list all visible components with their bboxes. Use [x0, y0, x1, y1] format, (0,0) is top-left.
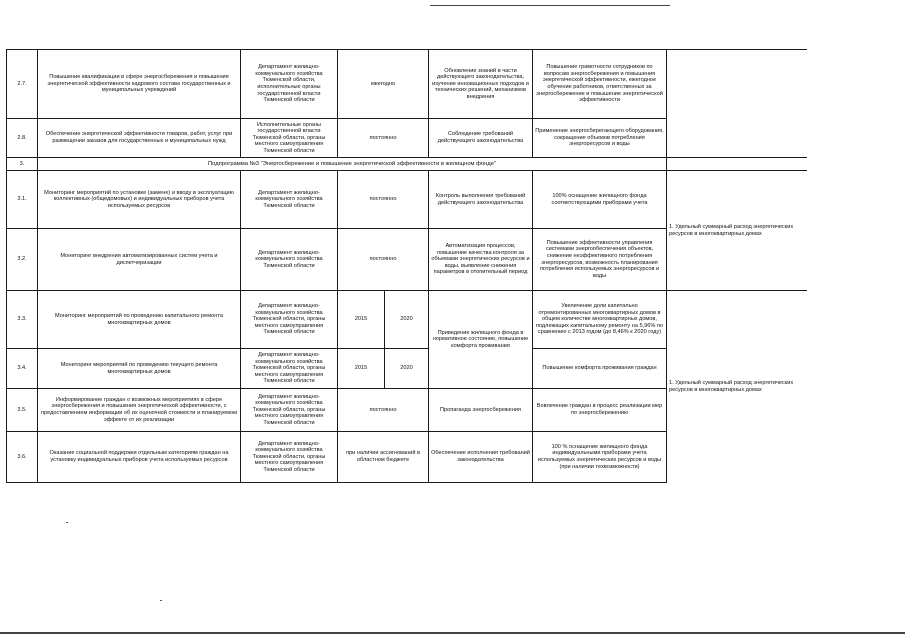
effect: 100 % оснащение жилищного фонда индивидуальными приборами учета используемых энергетических ресурсов и воды (при наличии техвозможности)	[533, 432, 667, 483]
top-edge-line	[430, 5, 670, 6]
measure-name: Информирование граждан о возможных мероприятиях в сфере энергосбережения и повышения энергетической эффективности, с предоставлением информации об их оценочной стоимости и планируемом эффекте от их реализации	[38, 389, 241, 432]
table-row	[7, 171, 877, 229]
table-row	[7, 50, 877, 119]
period: постоянно	[338, 171, 429, 229]
end-year: 2020	[385, 291, 429, 349]
row-number: 3.6.	[7, 432, 38, 483]
executor: Департамент жилищно-коммунального хозяйства Тюменской области	[241, 171, 338, 229]
executor: Департамент жилищно-коммунального хозяйства Тюменской области, органы местного самоуправления Тюменской области	[241, 389, 338, 432]
expected-result: Обновление знаний в части действующего законодательства, изучение инновационных подходов и технических решений, механизмов внедрения	[429, 50, 533, 119]
effect: Повышение комфорта проживания граждан	[533, 349, 667, 389]
scan-speck	[66, 522, 68, 523]
period: постоянно	[338, 119, 429, 158]
row-number: 2.8.	[7, 119, 38, 158]
row-number: 2.7.	[7, 50, 38, 119]
effect: Увеличение доли капитально отремонтированных многоквартирных домов в общем количестве многоквартирных домов, подлежащих капитальному ремонту на 5,96% по сравнению с 2013 годом (до 8,46% к 2020 году)	[533, 291, 667, 349]
measure-name: Мониторинг мероприятий по установке (замене) и вводу в эксплуатацию коллективных (общедомовых) и индивидуальных приборов учета используемых ресурсов	[38, 171, 241, 229]
effect: Применение энергосберегающего оборудования, сокращение объемов потребления энергоресурсов и воды	[533, 119, 667, 158]
measure-name: Мониторинг мероприятий по проведению капитального ремонта многоквартирных домов	[38, 291, 241, 349]
start-year: 2015	[338, 349, 385, 389]
row-number: 3.2.	[7, 229, 38, 291]
executor: Департамент жилищно-коммунального хозяйства Тюменской области, органы местного самоуправления Тюменской области	[241, 349, 338, 389]
expected-result: Приведение жилищного фонда в нормативное состояние, повышение комфорта проживания	[429, 291, 533, 389]
indicator-empty	[667, 158, 807, 171]
measures-table	[6, 49, 877, 483]
expected-result: Контроль выполнения требований действующего законодательства	[429, 171, 533, 229]
measure-name: Обеспечение энергетической эффективности товаров, работ, услуг при размещении заказов для государственных и муниципальных нужд	[38, 119, 241, 158]
scan-speck	[160, 600, 162, 601]
measure-name: Повышение квалификации в сфере энергосбережения и повышения энергетической эффективности кадрового состава государственных и муниципальных учреждений	[38, 50, 241, 119]
effect: Повышение грамотности сотрудников по вопросам энергосбережения и повышения энергетической эффективности, ежегодное обучение работников, ответственных за энергосбережение и повышение энергетической эффективности	[533, 50, 667, 119]
table-row	[7, 291, 877, 349]
end-year: 2020	[385, 349, 429, 389]
indicator-empty	[667, 50, 807, 158]
period: при наличии ассигнований в областном бюджете	[338, 432, 429, 483]
executor: Департамент жилищно-коммунального хозяйства Тюменской области, исполнительные органы государственной власти Тюменской области	[241, 50, 338, 119]
effect: Повышение эффективности управления системами энергообеспечения объектов, снижение неэффективного потребления энергоресурсов, возможность планирования потребления используемых энергоресурсов и воды	[533, 229, 667, 291]
row-number: 3.4.	[7, 349, 38, 389]
row-number: 3.1.	[7, 171, 38, 229]
measure-name: Оказание социальной поддержки отдельным категориям граждан на установку индивидуальных приборов учета используемых ресурсов	[38, 432, 241, 483]
expected-result: Обеспечение исполнения требований законодательства	[429, 432, 533, 483]
indicator: 1. Удельный суммарный расход энергетических ресурсов в многоквартирных домах	[667, 291, 807, 483]
effect: 100% оснащение жилищного фонда соответствующими приборами учета	[533, 171, 667, 229]
indicator: 1. Удельный суммарный расход энергетических ресурсов в многоквартирных домах	[667, 171, 807, 291]
period: ежегодно	[338, 50, 429, 119]
row-number: 3.	[7, 158, 38, 171]
bottom-edge-line	[0, 632, 905, 634]
executor: Исполнительные органы государственной власти Тюменской области, органы местного самоуправления Тюменской области	[241, 119, 338, 158]
period: постоянно	[338, 389, 429, 432]
expected-result: Пропаганда энергосбережения	[429, 389, 533, 432]
executor: Департамент жилищно-коммунального хозяйства Тюменской области, органы местного самоуправления Тюменской области	[241, 291, 338, 349]
row-number: 3.5.	[7, 389, 38, 432]
measure-name: Мониторинг мероприятий по проведению текущего ремонта многоквартирных домов	[38, 349, 241, 389]
row-number: 3.3.	[7, 291, 38, 349]
executor: Департамент жилищно-коммунального хозяйства Тюменской области, органы местного самоуправления Тюменской области	[241, 432, 338, 483]
period: постоянно	[338, 229, 429, 291]
margin-blank	[807, 50, 877, 483]
section-title: Подпрограмма №3 "Энергосбережение и повышение энергетической эффективности в жилищном фонде"	[38, 158, 667, 171]
expected-result: Соблюдение требований действующего законодательства	[429, 119, 533, 158]
executor: Департамент жилищно-коммунального хозяйства Тюменской области	[241, 229, 338, 291]
expected-result: Автоматизация процессов, повышение качества контроля за объемами энергетических ресурсов и воды, выявление снижения параметров в отопительный период	[429, 229, 533, 291]
measure-name: Мониторинг внедрения автоматизированных систем учета и диспетчеризации	[38, 229, 241, 291]
section-row	[7, 158, 877, 171]
effect: Вовлечение граждан в процесс реализации мер по энергосбережению	[533, 389, 667, 432]
start-year: 2015	[338, 291, 385, 349]
